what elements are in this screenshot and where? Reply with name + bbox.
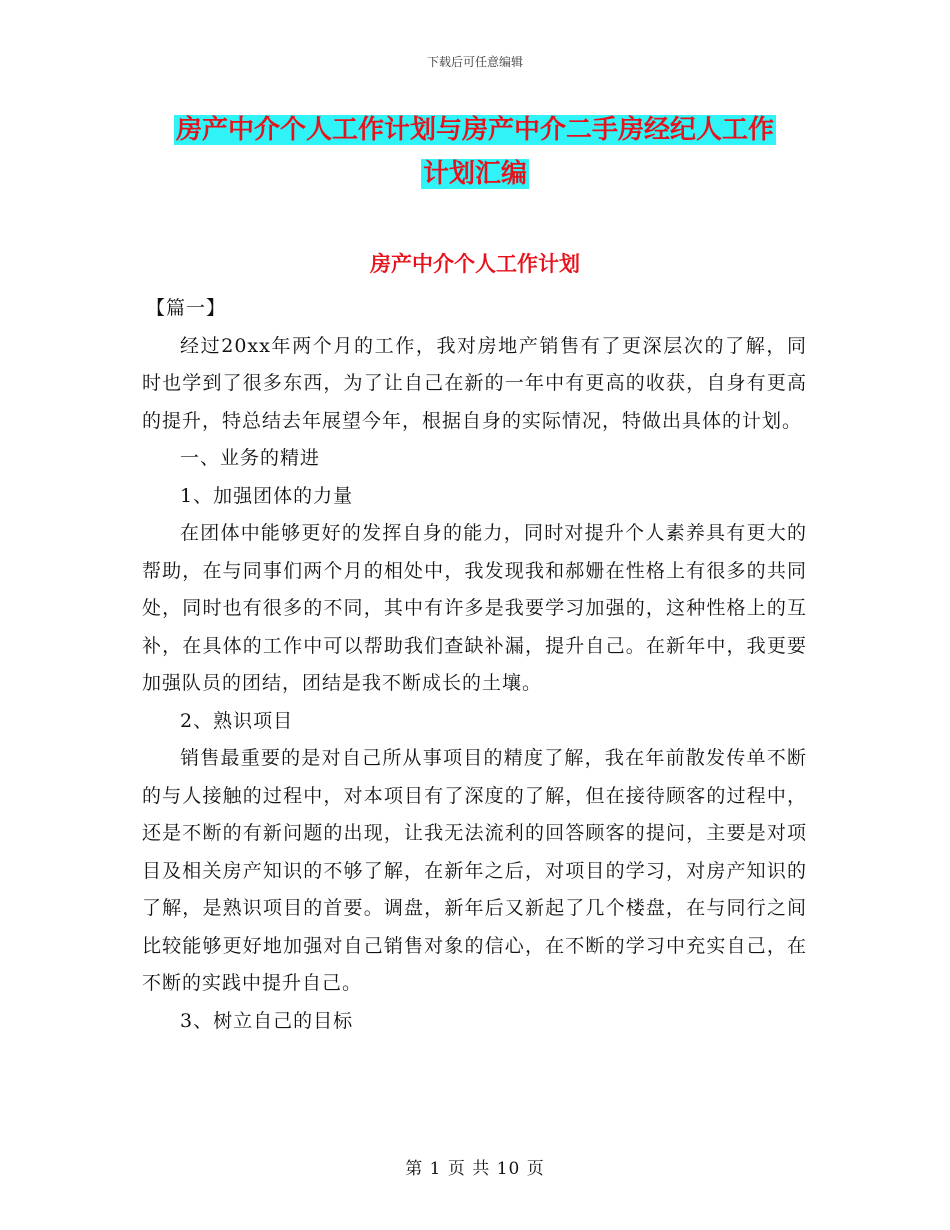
page-footer: 第 1 页 共 10 页 [405, 1159, 545, 1179]
part-tag: 【篇一】 [146, 297, 227, 319]
paragraph-project: 销售最重要的是对自己所从事项目的精度了解，我在年前散发传单不断的与人接触的过程中，对本项目有了深度的了解，但在接待顾客的过程中，还是不断的有新问题的出现，让我无法流利的回答顾客的提问，主要是对项目及相关房产知识的不够了解，在新年之后，对项目的学习，对房产知识的了解，是熟识项目的首要。调盘，新年后又新起了几个楼盘，在与同行之间比较能够更好地加强对自己销售对象的信心，在不断的学习中充实自己，在不断的实践中提升自己。 [142, 747, 807, 994]
document-body [142, 290, 807, 1040]
title-highlight-2: 计划汇编 [422, 159, 527, 189]
title-highlight-1: 房产中介个人工作计划与房产中介二手房经纪人工作 [175, 115, 774, 145]
subheading-goal: 3、树立自己的目标 [180, 1009, 354, 1032]
heading-business: 一、业务的精进 [180, 447, 321, 469]
document-title-line-1 [0, 108, 950, 152]
paragraph-intro: 经过20xx年两个月的工作，我对房地产销售有了更深层次的了解，同时也学到了很多东西，为了让自己在新的一年中有更高的收获，自身有更高的提升，特总结去年展望今年，根据自身的实际情况，特做出具体的计划。 [142, 334, 807, 432]
document-title-line-2 [0, 152, 950, 196]
header-note: 下载后可任意编辑 [426, 55, 523, 69]
paragraph-team: 在团体中能够更好的发挥自身的能力，同时对提升个人素养具有更大的帮助，在与同事们两个月的相处中，我发现我和郝姗在性格上有很多的共同处，同时也有很多的不同，其中有许多是我要学习加强的，这种性格上的互补，在具体的工作中可以帮助我们查缺补漏，提升自己。在新年中，我更要加强队员的团结，团结是我不断成长的土壤。 [142, 522, 807, 694]
subheading-project: 2、熟识项目 [180, 709, 294, 732]
section-title: 房产中介个人工作计划 [370, 252, 580, 276]
document-title [0, 108, 950, 196]
subheading-team: 1、加强团体的力量 [180, 484, 354, 507]
